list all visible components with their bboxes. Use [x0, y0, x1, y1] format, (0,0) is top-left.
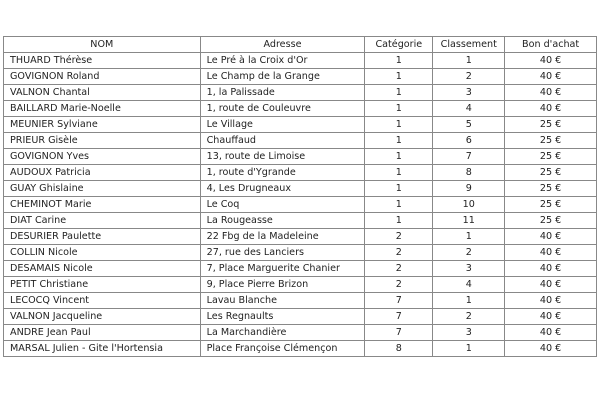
table-row	[4, 341, 597, 357]
cell-classement: 1	[433, 293, 505, 309]
cell-classement: 4	[433, 101, 505, 117]
cell-categorie: 7	[365, 309, 433, 325]
table-row	[4, 277, 597, 293]
header-row	[4, 37, 597, 53]
cell-adresse: 1, la Palissade	[200, 85, 365, 101]
cell-nom: LECOCQ Vincent	[4, 293, 201, 309]
cell-bon-achat: 25 €	[505, 197, 597, 213]
cell-bon-achat: 25 €	[505, 149, 597, 165]
cell-bon-achat: 40 €	[505, 85, 597, 101]
cell-bon-achat: 25 €	[505, 117, 597, 133]
cell-categorie: 1	[365, 133, 433, 149]
table-row	[4, 261, 597, 277]
cell-adresse: Le Coq	[200, 197, 365, 213]
cell-nom: DESAMAIS Nicole	[4, 261, 201, 277]
cell-nom: DESURIER Paulette	[4, 229, 201, 245]
header-adresse: Adresse	[200, 37, 365, 53]
cell-categorie: 2	[365, 261, 433, 277]
cell-classement: 1	[433, 229, 505, 245]
table-row	[4, 69, 597, 85]
table-row	[4, 293, 597, 309]
cell-categorie: 1	[365, 101, 433, 117]
cell-categorie: 2	[365, 245, 433, 261]
cell-classement: 1	[433, 53, 505, 69]
table-row	[4, 53, 597, 69]
cell-nom: THUARD Thérèse	[4, 53, 201, 69]
cell-classement: 2	[433, 309, 505, 325]
cell-adresse: Le Village	[200, 117, 365, 133]
cell-bon-achat: 40 €	[505, 309, 597, 325]
cell-classement: 4	[433, 277, 505, 293]
cell-nom: GOVIGNON Yves	[4, 149, 201, 165]
cell-adresse: Les Regnaults	[200, 309, 365, 325]
cell-bon-achat: 40 €	[505, 277, 597, 293]
cell-adresse: 22 Fbg de la Madeleine	[200, 229, 365, 245]
cell-categorie: 1	[365, 149, 433, 165]
cell-categorie: 2	[365, 277, 433, 293]
cell-nom: AUDOUX Patricia	[4, 165, 201, 181]
cell-bon-achat: 25 €	[505, 165, 597, 181]
cell-classement: 8	[433, 165, 505, 181]
table-row	[4, 101, 597, 117]
cell-classement: 3	[433, 261, 505, 277]
table-body	[4, 53, 597, 357]
cell-categorie: 1	[365, 69, 433, 85]
cell-nom: MEUNIER Sylviane	[4, 117, 201, 133]
cell-bon-achat: 40 €	[505, 53, 597, 69]
cell-categorie: 1	[365, 53, 433, 69]
cell-adresse: Le Champ de la Grange	[200, 69, 365, 85]
cell-nom: MARSAL Julien - Gite l'Hortensia	[4, 341, 201, 357]
cell-classement: 3	[433, 85, 505, 101]
table-row	[4, 229, 597, 245]
cell-bon-achat: 40 €	[505, 69, 597, 85]
cell-nom: CHEMINOT Marie	[4, 197, 201, 213]
cell-nom: GUAY Ghislaine	[4, 181, 201, 197]
cell-classement: 7	[433, 149, 505, 165]
cell-categorie: 1	[365, 85, 433, 101]
header-bon-achat: Bon d'achat	[505, 37, 597, 53]
cell-bon-achat: 25 €	[505, 133, 597, 149]
cell-adresse: Place Françoise Clémençon	[200, 341, 365, 357]
cell-nom: COLLIN Nicole	[4, 245, 201, 261]
cell-bon-achat: 25 €	[505, 181, 597, 197]
cell-adresse: 4, Les Drugneaux	[200, 181, 365, 197]
cell-categorie: 1	[365, 181, 433, 197]
cell-classement: 10	[433, 197, 505, 213]
cell-nom: DIAT Carine	[4, 213, 201, 229]
table-row	[4, 85, 597, 101]
table-row	[4, 165, 597, 181]
cell-categorie: 1	[365, 165, 433, 181]
table-row	[4, 181, 597, 197]
table-row	[4, 197, 597, 213]
cell-adresse: La Marchandière	[200, 325, 365, 341]
cell-classement: 3	[433, 325, 505, 341]
cell-nom: ANDRE Jean Paul	[4, 325, 201, 341]
cell-adresse: 7, Place Marguerite Chanier	[200, 261, 365, 277]
table-row	[4, 325, 597, 341]
cell-categorie: 1	[365, 117, 433, 133]
header-nom: NOM	[4, 37, 201, 53]
cell-adresse: 9, Place Pierre Brizon	[200, 277, 365, 293]
cell-categorie: 1	[365, 197, 433, 213]
cell-classement: 1	[433, 341, 505, 357]
cell-adresse: 1, route d'Ygrande	[200, 165, 365, 181]
cell-nom: BAILLARD Marie-Noelle	[4, 101, 201, 117]
cell-bon-achat: 40 €	[505, 245, 597, 261]
table-row	[4, 133, 597, 149]
cell-categorie: 8	[365, 341, 433, 357]
cell-classement: 2	[433, 245, 505, 261]
cell-adresse: 1, route de Couleuvre	[200, 101, 365, 117]
cell-bon-achat: 40 €	[505, 229, 597, 245]
cell-classement: 5	[433, 117, 505, 133]
cell-classement: 11	[433, 213, 505, 229]
cell-classement: 9	[433, 181, 505, 197]
cell-nom: VALNON Chantal	[4, 85, 201, 101]
cell-bon-achat: 40 €	[505, 325, 597, 341]
cell-classement: 2	[433, 69, 505, 85]
table-row	[4, 213, 597, 229]
cell-adresse: 27, rue des Lanciers	[200, 245, 365, 261]
table-row	[4, 309, 597, 325]
table-row	[4, 149, 597, 165]
cell-adresse: Chauffaud	[200, 133, 365, 149]
header-classement: Classement	[433, 37, 505, 53]
cell-categorie: 7	[365, 325, 433, 341]
cell-categorie: 2	[365, 229, 433, 245]
cell-nom: GOVIGNON Roland	[4, 69, 201, 85]
table-row	[4, 117, 597, 133]
cell-categorie: 1	[365, 213, 433, 229]
table-row	[4, 245, 597, 261]
cell-adresse: 13, route de Limoise	[200, 149, 365, 165]
cell-bon-achat: 40 €	[505, 101, 597, 117]
cell-adresse: La Rougeasse	[200, 213, 365, 229]
cell-nom: PETIT Christiane	[4, 277, 201, 293]
cell-nom: PRIEUR Gisèle	[4, 133, 201, 149]
cell-bon-achat: 40 €	[505, 261, 597, 277]
header-categorie: Catégorie	[365, 37, 433, 53]
cell-bon-achat: 40 €	[505, 341, 597, 357]
cell-categorie: 7	[365, 293, 433, 309]
results-table	[3, 36, 597, 357]
cell-bon-achat: 25 €	[505, 213, 597, 229]
cell-nom: VALNON Jacqueline	[4, 309, 201, 325]
cell-bon-achat: 40 €	[505, 293, 597, 309]
cell-adresse: Lavau Blanche	[200, 293, 365, 309]
cell-adresse: Le Pré à la Croix d'Or	[200, 53, 365, 69]
cell-classement: 6	[433, 133, 505, 149]
